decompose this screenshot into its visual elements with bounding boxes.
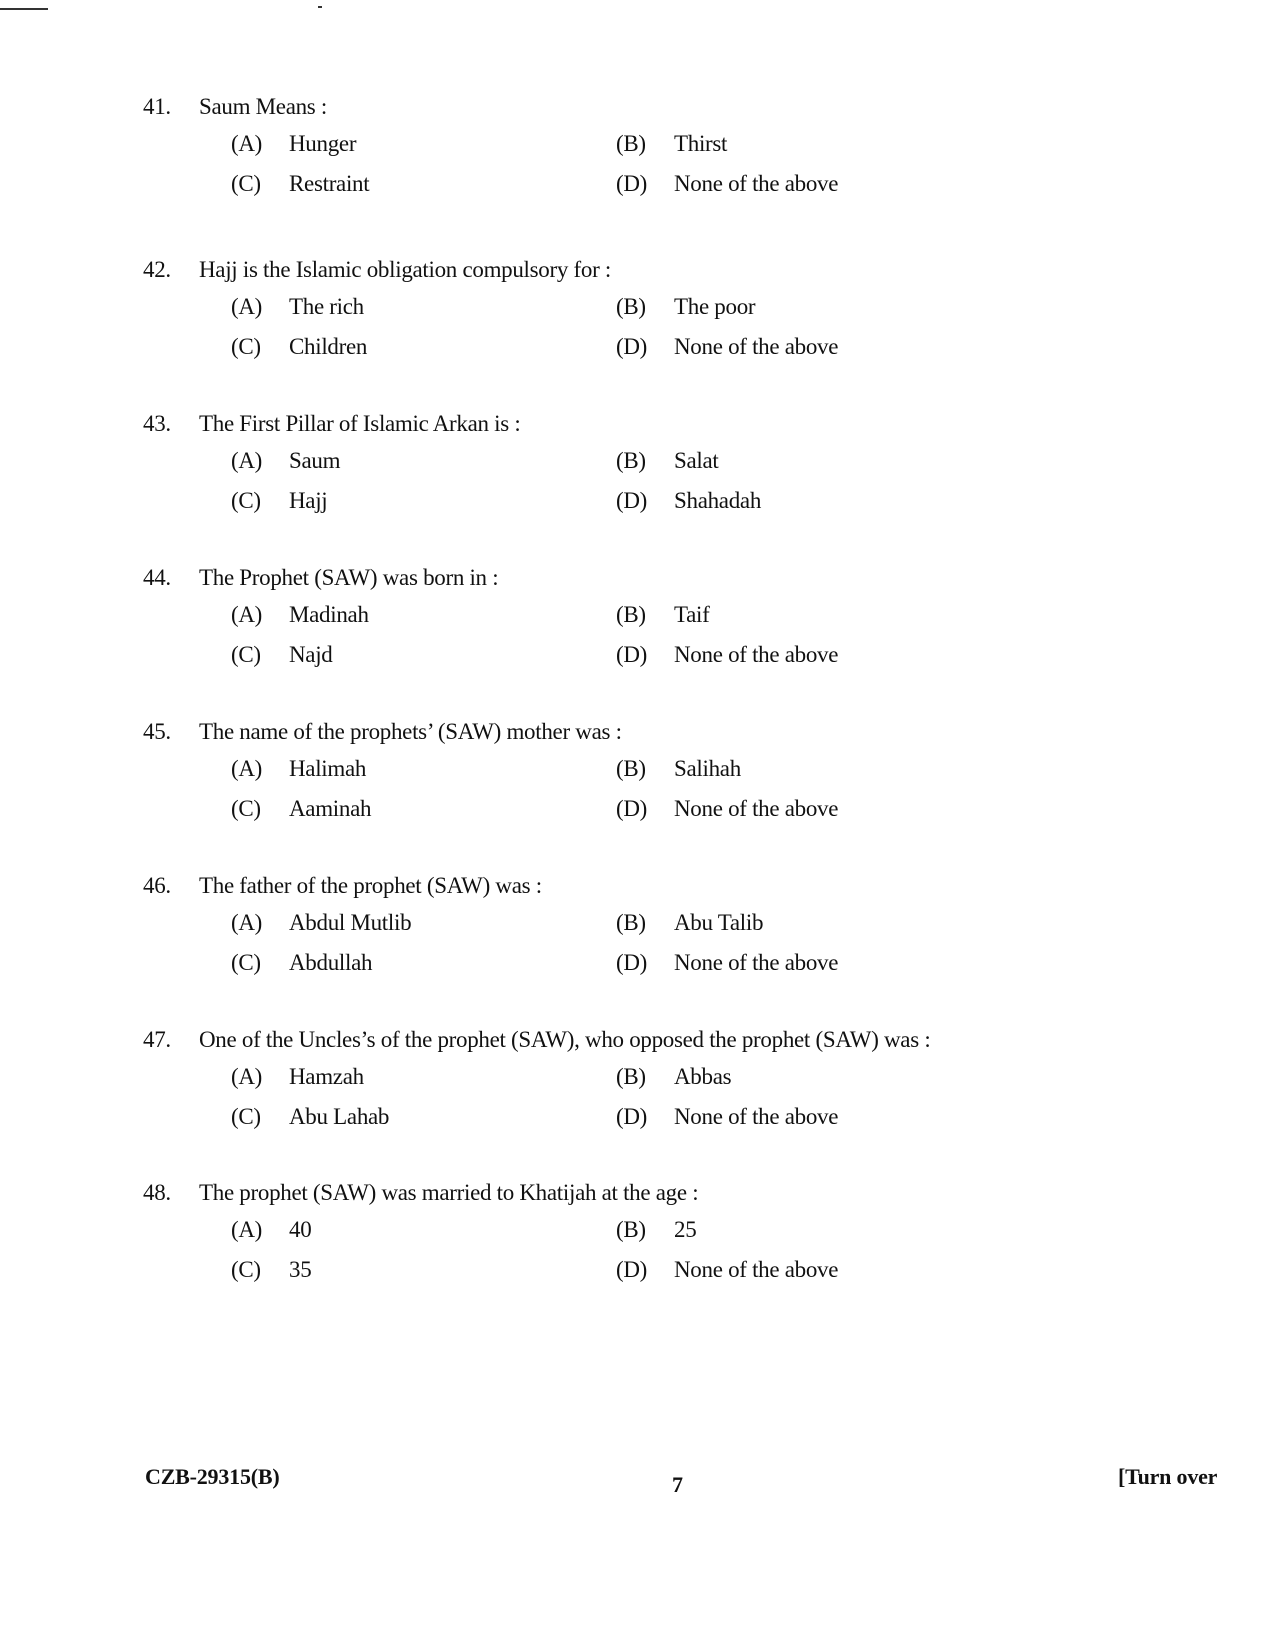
option-letter: (D): [616, 1104, 648, 1129]
scan-mark: [0, 8, 48, 10]
option-letter: (D): [616, 488, 648, 513]
option-letter: (A): [231, 294, 263, 319]
option-text: None of the above: [674, 334, 839, 359]
option-c: [231, 635, 333, 675]
option-letter: (B): [616, 131, 646, 156]
question-46: [143, 869, 1143, 983]
option-text: Abdullah: [289, 950, 373, 975]
option-text: The poor: [674, 294, 756, 319]
option-letter: (D): [616, 171, 648, 196]
option-text: Abbas: [674, 1064, 732, 1089]
option-letter: (B): [616, 756, 646, 781]
option-a: [231, 749, 366, 789]
question-text: Hajj is the Islamic obligation compulsory for :: [199, 257, 611, 282]
option-text: None of the above: [674, 642, 839, 667]
option-letter: (A): [231, 910, 263, 935]
option-a: [231, 1057, 364, 1097]
scan-mark: [318, 6, 322, 8]
question-48: [143, 1176, 1143, 1290]
question-44: [143, 561, 1143, 675]
question-number: 48.: [143, 1180, 171, 1205]
option-b: [616, 1210, 696, 1250]
option-letter: (B): [616, 602, 646, 627]
option-text: Abdul Mutlib: [289, 910, 412, 935]
option-letter: (A): [231, 602, 263, 627]
option-text: Halimah: [289, 756, 367, 781]
option-text: None of the above: [674, 950, 839, 975]
question-43: [143, 407, 1143, 521]
question-number: 43.: [143, 411, 171, 436]
option-d: [616, 1250, 838, 1290]
option-text: Abu Lahab: [289, 1104, 390, 1129]
option-b: [616, 749, 741, 789]
option-d: [616, 789, 838, 829]
option-b: [616, 595, 710, 635]
option-letter: (C): [231, 334, 261, 359]
question-45: [143, 715, 1143, 829]
question-number: 46.: [143, 873, 171, 898]
option-d: [616, 164, 838, 204]
option-letter: (C): [231, 1104, 261, 1129]
question-text: One of the Uncles’s of the prophet (SAW), who opposed the prophet (SAW) was :: [199, 1027, 931, 1052]
option-c: [231, 327, 367, 367]
option-letter: (A): [231, 448, 263, 473]
option-letter: (C): [231, 1257, 261, 1282]
question-number: 44.: [143, 565, 171, 590]
option-text: Saum: [289, 448, 341, 473]
option-letter: (B): [616, 910, 646, 935]
option-c: [231, 1097, 389, 1137]
option-text: Hajj: [289, 488, 328, 513]
option-text: 35: [289, 1257, 312, 1282]
option-text: Madinah: [289, 602, 369, 627]
option-a: [231, 1210, 311, 1250]
option-letter: (B): [616, 294, 646, 319]
option-letter: (C): [231, 950, 261, 975]
option-letter: (C): [231, 488, 261, 513]
option-letter: (A): [231, 1064, 263, 1089]
option-d: [616, 1097, 838, 1137]
option-text: Najd: [289, 642, 333, 667]
turn-over-label: [Turn over: [1118, 1464, 1218, 1489]
option-letter: (B): [616, 448, 646, 473]
paper-code: CZB-29315(B): [145, 1464, 280, 1489]
option-d: [616, 943, 838, 983]
option-b: [616, 903, 763, 943]
option-letter: (D): [616, 334, 648, 359]
question-number: 42.: [143, 257, 171, 282]
option-text: Salat: [674, 448, 719, 473]
option-b: [616, 441, 719, 481]
question-text: The prophet (SAW) was married to Khatijah at the age :: [199, 1180, 699, 1205]
option-d: [616, 327, 838, 367]
option-text: None of the above: [674, 796, 839, 821]
option-text: 25: [674, 1217, 697, 1242]
option-text: Children: [289, 334, 368, 359]
option-b: [616, 1057, 731, 1097]
option-text: Abu Talib: [674, 910, 764, 935]
option-letter: (D): [616, 1257, 648, 1282]
question-number: 45.: [143, 719, 171, 744]
question-text: The Prophet (SAW) was born in :: [199, 565, 499, 590]
option-letter: (D): [616, 950, 648, 975]
option-a: [231, 287, 364, 327]
option-text: Hunger: [289, 131, 357, 156]
option-letter: (D): [616, 642, 648, 667]
option-c: [231, 164, 369, 204]
option-c: [231, 1250, 311, 1290]
question-text: The father of the prophet (SAW) was :: [199, 873, 542, 898]
option-letter: (B): [616, 1217, 646, 1242]
option-text: Shahadah: [674, 488, 762, 513]
question-41: [143, 90, 1143, 204]
question-42: [143, 253, 1143, 367]
option-c: [231, 789, 371, 829]
option-text: Salihah: [674, 756, 741, 781]
option-letter: (B): [616, 1064, 646, 1089]
page-number: 7: [672, 1472, 683, 1497]
option-a: [231, 595, 369, 635]
option-c: [231, 481, 327, 521]
question-47: [143, 1023, 1143, 1137]
question-text: Saum Means :: [199, 94, 327, 119]
option-text: The rich: [289, 294, 364, 319]
option-text: Thirst: [674, 131, 728, 156]
option-letter: (C): [231, 642, 261, 667]
option-letter: (A): [231, 131, 263, 156]
option-c: [231, 943, 372, 983]
option-text: Hamzah: [289, 1064, 364, 1089]
option-text: 40: [289, 1217, 312, 1242]
option-text: None of the above: [674, 1257, 839, 1282]
option-a: [231, 441, 340, 481]
option-letter: (A): [231, 756, 263, 781]
question-text: The First Pillar of Islamic Arkan is :: [199, 411, 521, 436]
option-text: Aaminah: [289, 796, 372, 821]
option-d: [616, 635, 838, 675]
question-number: 41.: [143, 94, 171, 119]
option-text: Taif: [674, 602, 710, 627]
question-number: 47.: [143, 1027, 171, 1052]
option-d: [616, 481, 761, 521]
option-letter: (C): [231, 796, 261, 821]
option-text: Restraint: [289, 171, 370, 196]
option-a: [231, 124, 356, 164]
option-letter: (C): [231, 171, 261, 196]
option-b: [616, 287, 755, 327]
option-a: [231, 903, 411, 943]
option-text: None of the above: [674, 171, 839, 196]
question-text: The name of the prophets’ (SAW) mother was :: [199, 719, 622, 744]
option-letter: (A): [231, 1217, 263, 1242]
option-letter: (D): [616, 796, 648, 821]
option-b: [616, 124, 727, 164]
option-text: None of the above: [674, 1104, 839, 1129]
